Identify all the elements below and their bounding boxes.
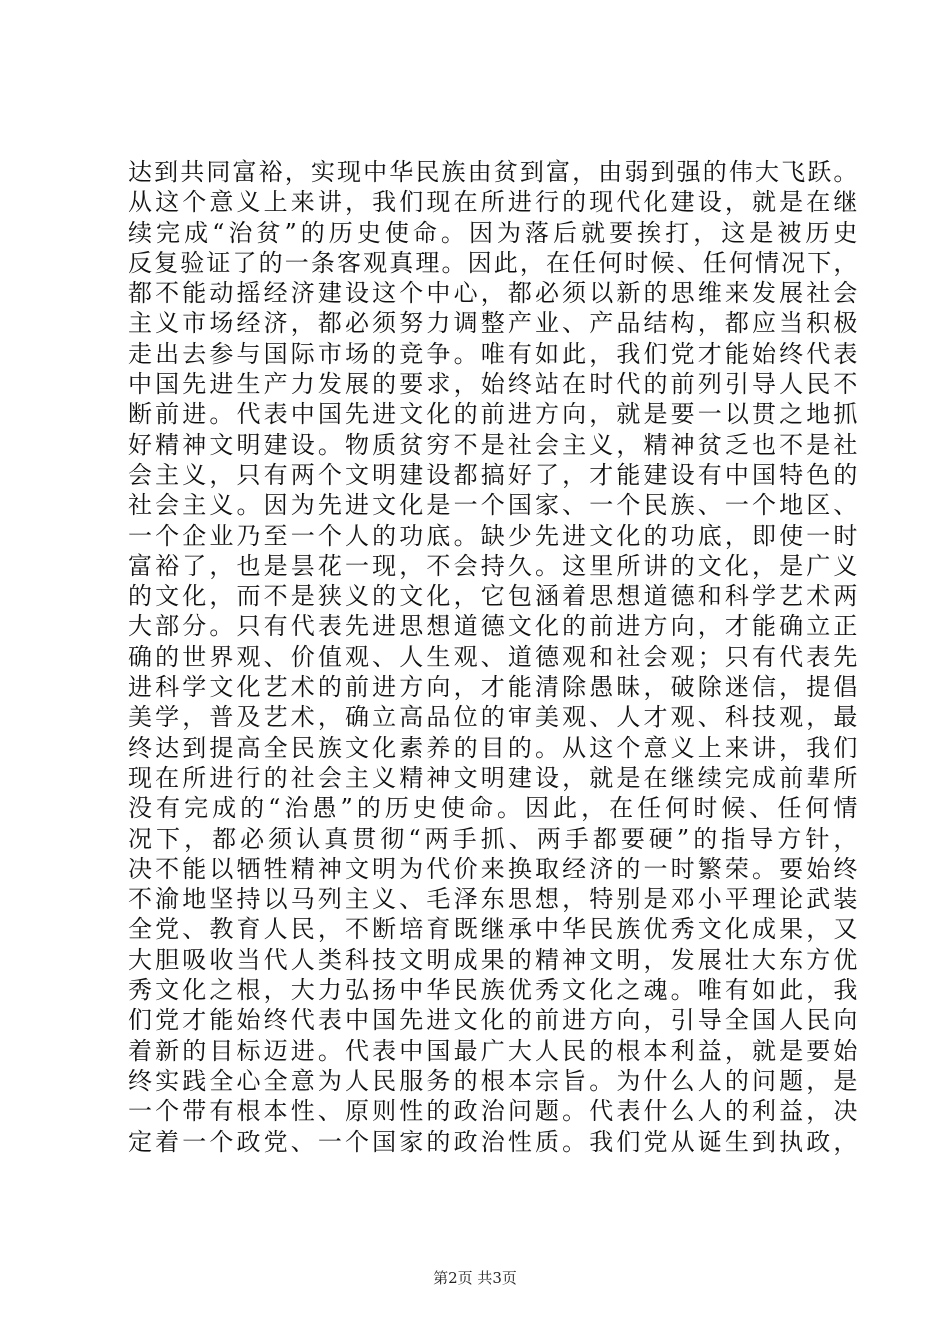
text-line: 断前进。代表中国先进文化的前进方向，就是要一以贯之地抓: [128, 400, 858, 429]
text-line: 大部分。只有代表先进思想道德文化的前进方向，才能确立正: [128, 612, 858, 641]
text-line: 一个企业乃至一个人的功底。缺少先进文化的功底，即使一时: [128, 521, 858, 550]
text-line: 着新的目标迈进。代表中国最广大人民的根本利益，就是要始: [128, 1036, 858, 1065]
text-line: 定着一个政党、一个国家的政治性质。我们党从诞生到执政，: [128, 1127, 858, 1156]
text-line: 没有完成的“治愚”的历史使命。因此，在任何时候、任何情: [128, 794, 858, 823]
text-line: 一个带有根本性、原则性的政治问题。代表什么人的利益，决: [128, 1097, 858, 1126]
text-line: 大胆吸收当代人类科技文明成果的精神文明，发展壮大东方优: [128, 945, 858, 974]
text-line: 反复验证了的一条客观真理。因此，在任何时候、任何情况下，: [128, 248, 858, 277]
body-text: [128, 157, 858, 1157]
text-line: 不渝地坚持以马列主义、毛泽东思想，特别是邓小平理论武装: [128, 885, 858, 914]
text-line: 现在所进行的社会主义精神文明建设，就是在继续完成前辈所: [128, 763, 858, 792]
text-line: 决不能以牺牲精神文明为代价来换取经济的一时繁荣。要始终: [128, 854, 858, 883]
text-line: 美学，普及艺术，确立高品位的审美观、人才观、科技观，最: [128, 703, 858, 732]
text-line: 确的世界观、价值观、人生观、道德观和社会观；只有代表先: [128, 642, 858, 671]
page-footer: 第2页 共3页: [433, 1269, 517, 1287]
text-line: 好精神文明建设。物质贫穷不是社会主义，精神贫乏也不是社: [128, 430, 858, 459]
text-line: 终实践全心全意为人民服务的根本宗旨。为什么人的问题，是: [128, 1066, 858, 1095]
text-line: 都不能动摇经济建设这个中心，都必须以新的思维来发展社会: [128, 279, 858, 308]
text-line: 从这个意义上来讲，我们现在所进行的现代化建设，就是在继: [128, 188, 858, 217]
text-line: 会主义，只有两个文明建设都搞好了，才能建设有中国特色的: [128, 460, 858, 489]
text-line: 社会主义。因为先进文化是一个国家、一个民族、一个地区、: [128, 491, 858, 520]
text-line: 续完成“治贫”的历史使命。因为落后就要挨打，这是被历史: [128, 218, 858, 247]
text-line: 们党才能始终代表中国先进文化的前进方向，引导全国人民向: [128, 1006, 858, 1035]
text-line: 走出去参与国际市场的竞争。唯有如此，我们党才能始终代表: [128, 339, 858, 368]
text-line: 进科学文化艺术的前进方向，才能清除愚昧，破除迷信，提倡: [128, 673, 858, 702]
text-line: 中国先进生产力发展的要求，始终站在时代的前列引导人民不: [128, 370, 858, 399]
text-line: 况下，都必须认真贯彻“两手抓、两手都要硬”的指导方针，: [128, 824, 858, 853]
text-line: 主义市场经济，都必须努力调整产业、产品结构，都应当积极: [128, 309, 858, 338]
text-line: 终达到提高全民族文化素养的目的。从这个意义上来讲，我们: [128, 733, 858, 762]
text-line: 富裕了，也是昙花一现，不会持久。这里所讲的文化，是广义: [128, 551, 858, 580]
text-line: 的文化，而不是狭义的文化，它包涵着思想道德和科学艺术两: [128, 582, 858, 611]
text-line: 秀文化之根，大力弘扬中华民族优秀文化之魂。唯有如此，我: [128, 976, 858, 1005]
text-line: 全党、教育人民，不断培育既继承中华民族优秀文化成果，又: [128, 915, 858, 944]
text-line: 达到共同富裕，实现中华民族由贫到富，由弱到强的伟大飞跃。: [128, 158, 858, 186]
